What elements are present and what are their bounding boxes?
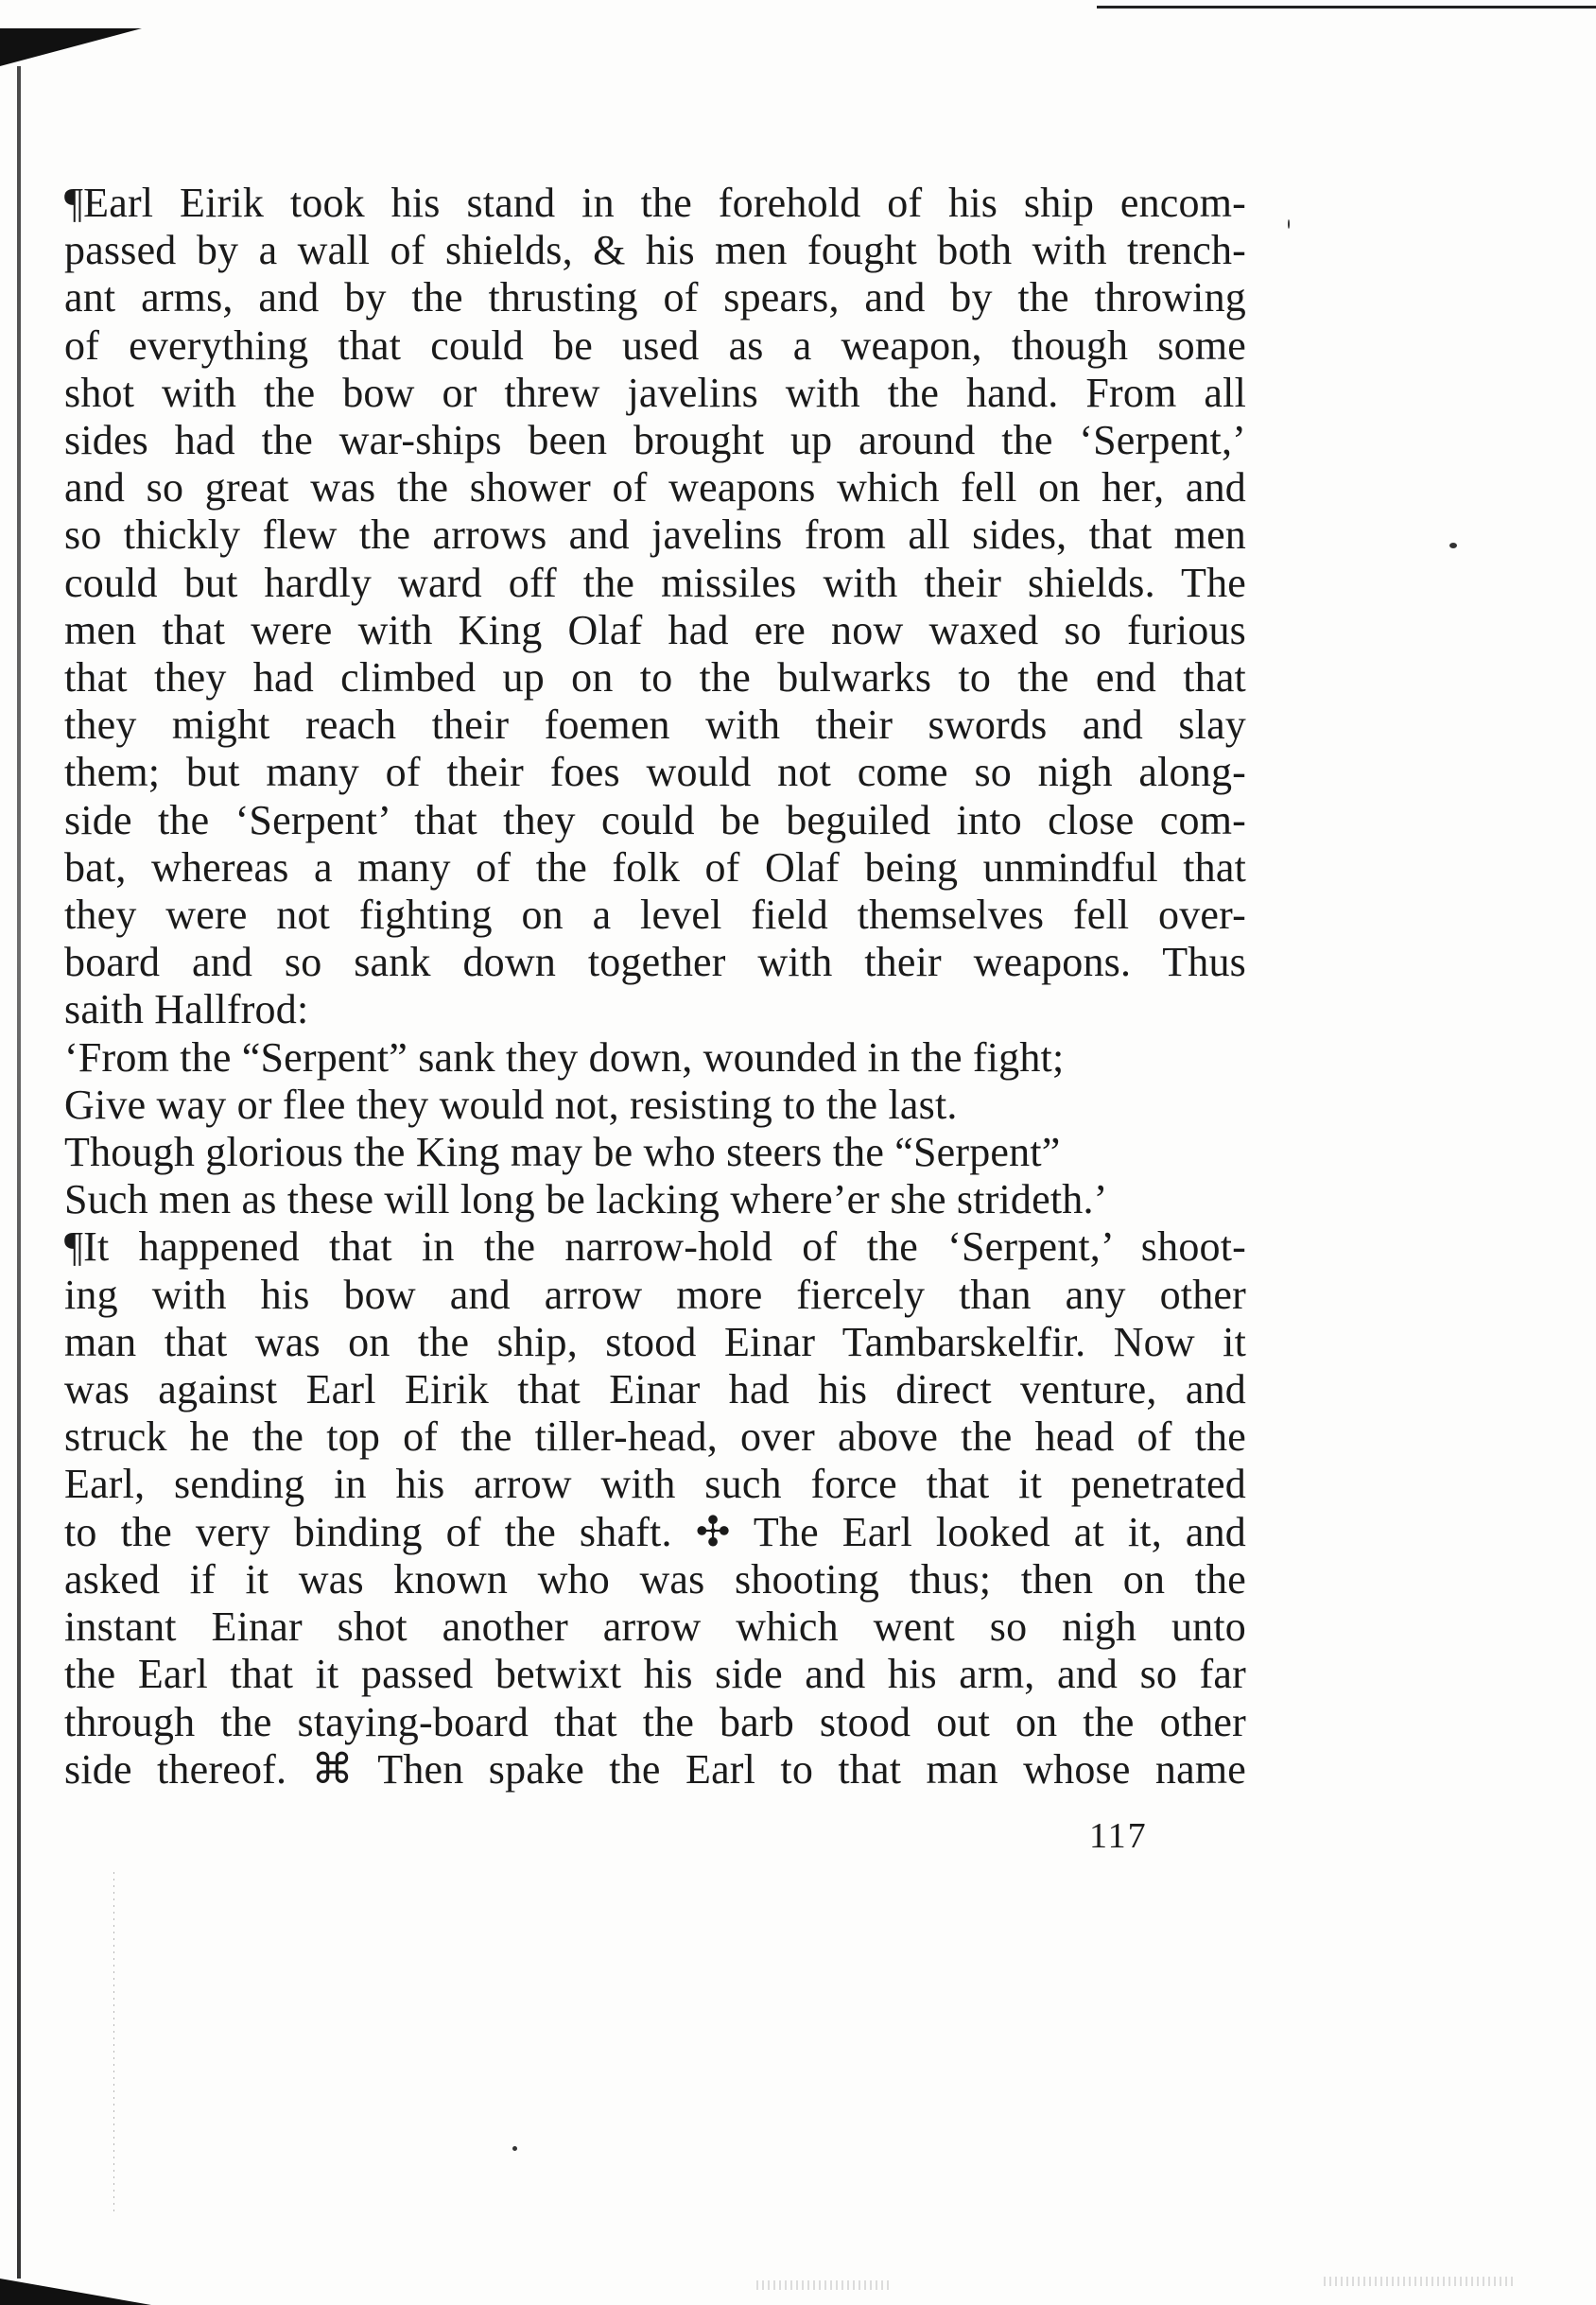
- text-line: of everything that could be used as a weapon, though some: [64, 321, 1246, 369]
- text-line: they might reach their foemen with their swords and slay: [64, 702, 1246, 749]
- scan-edge-top: [1097, 6, 1596, 9]
- text-line: the Earl that it passed betwixt his side and his arm, and so far: [64, 1651, 1246, 1698]
- text-line: through the staying-board that the barb stood out on the other: [64, 1698, 1246, 1745]
- text-line: side the ‘Serpent’ that they could be beguiled into close com-: [64, 796, 1246, 843]
- scan-noise: [1324, 2277, 1513, 2286]
- text-line: could but hardly ward off the missiles with their shields. The: [64, 559, 1246, 606]
- scan-speck: [1449, 543, 1457, 548]
- verse-line: ‘From the “Serpent” sank they down, wounded in the fight;: [64, 1033, 1065, 1081]
- text-line: man that was on the ship, stood Einar Tambarskelfir. Now it: [64, 1318, 1246, 1365]
- text-line: that they had climbed up on to the bulwarks to the end that: [64, 654, 1246, 702]
- text-line: was against Earl Eirik that Einar had his direct venture, and: [64, 1366, 1246, 1413]
- text-line: so thickly flew the arrows and javelins from all sides, that men: [64, 511, 1246, 559]
- scan-edge-left: [17, 66, 21, 2279]
- verse-line: Give way or flee they would not, resisting to the last.: [64, 1081, 958, 1128]
- verse-line: Though glorious the King may be who steers the “Serpent”: [64, 1129, 1061, 1176]
- scan-corner-bottom-left: [0, 2279, 151, 2305]
- text-line: they were not fighting on a level field themselves fell over-: [64, 892, 1246, 939]
- text-line: shot with the bow or threw javelins with the hand. From all: [64, 369, 1246, 416]
- scan-speck: [512, 2146, 517, 2151]
- verse-line: Such men as these will long be lacking where’er she strideth.’: [64, 1176, 1108, 1223]
- text-line: and so great was the shower of weapons which fell on her, and: [64, 464, 1246, 511]
- page-number: 117: [1089, 1816, 1148, 1856]
- text-line: bat, whereas a many of the folk of Olaf being unmindful that: [64, 843, 1246, 891]
- scan-corner-top-left: [0, 28, 142, 66]
- text-line: asked if it was known who was shooting thus; then on the: [64, 1555, 1246, 1603]
- body-text: [64, 180, 1246, 1794]
- text-line: saith Hallfrod:: [64, 986, 309, 1033]
- text-line: ¶It happened that in the narrow-hold of the ‘Serpent,’ shoot-: [64, 1223, 1246, 1271]
- text-line: ant arms, and by the thrusting of spears, and by the throwing: [64, 274, 1246, 321]
- text-line: Earl, sending in his arrow with such force that it penetrated: [64, 1461, 1246, 1508]
- text-line: side thereof. ⌘ Then spake the Earl to that man whose name: [64, 1745, 1246, 1793]
- text-line: men that were with King Olaf had ere now waxed so furious: [64, 606, 1246, 653]
- text-line: them; but many of their foes would not come so nigh along-: [64, 749, 1246, 796]
- scan-speck: [1288, 219, 1290, 229]
- scan-noise: [756, 2280, 889, 2290]
- text-line: passed by a wall of shields, & his men fought both with trench-: [64, 227, 1246, 274]
- text-line: instant Einar shot another arrow which went so nigh unto: [64, 1603, 1246, 1651]
- text-line: board and so sank down together with their weapons. Thus: [64, 939, 1246, 986]
- text-line: ing with his bow and arrow more fiercely than any other: [64, 1271, 1246, 1318]
- text-line: struck he the top of the tiller-head, over above the head of the: [64, 1413, 1246, 1461]
- text-line: sides had the war-ships been brought up around the ‘Serpent,’: [64, 417, 1246, 464]
- scan-noise: [113, 1872, 114, 2212]
- text-line: to the very binding of the shaft. ✣ The Earl looked at it, and: [64, 1508, 1246, 1555]
- text-line: ¶Earl Eirik took his stand in the forehold of his ship encom-: [64, 180, 1246, 226]
